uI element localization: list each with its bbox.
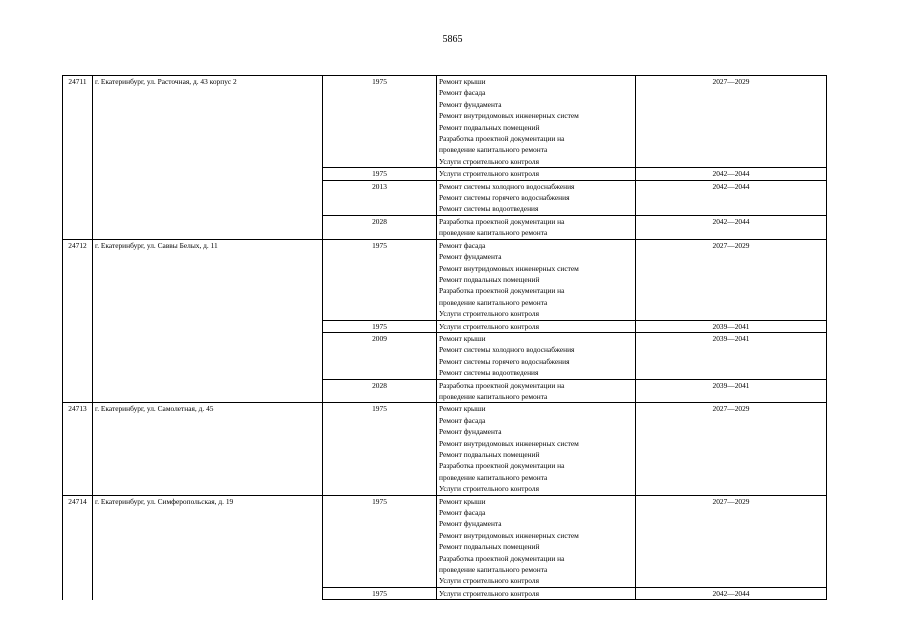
work-item: проведение капитального ремонта [439, 228, 548, 238]
period-cell: 2042—2044 [636, 215, 827, 239]
work-item: Ремонт крыши [439, 496, 486, 506]
year-cell: 2028 [323, 215, 437, 239]
work-item: Ремонт фасада [439, 508, 486, 518]
works-cell [437, 379, 636, 403]
works-cell [437, 215, 636, 239]
work-item: Ремонт фундамента [439, 99, 502, 109]
period-cell: 2039—2041 [636, 320, 827, 332]
work-item: Ремонт фундамента [439, 519, 502, 529]
work-item: Разработка проектной документации на [439, 134, 565, 144]
work-item: Ремонт внутридомовых инженерных систем [439, 263, 579, 273]
house-id: 24713 [63, 403, 93, 495]
house-id: 24714 [63, 495, 93, 600]
house-address: г. Екатеринбург, ул. Симферопольская, д. 19 [93, 495, 323, 600]
works-cell [437, 332, 636, 379]
year-cell: 1975 [323, 168, 437, 180]
period-cell: 2042—2044 [636, 168, 827, 180]
work-item: Ремонт системы холодного водоснабжения [439, 181, 575, 191]
work-item: Ремонт системы горячего водоснабжения [439, 356, 570, 366]
period-cell: 2042—2044 [636, 587, 827, 599]
work-item: Ремонт внутридомовых инженерных систем [439, 111, 579, 121]
work-item: Ремонт системы горячего водоснабжения [439, 193, 570, 203]
work-item: Услуги строительного контроля [439, 576, 539, 586]
period-cell: 2027—2029 [636, 76, 827, 168]
period-cell: 2027—2029 [636, 403, 827, 495]
period-cell: 2027—2029 [636, 239, 827, 320]
work-item: Ремонт подвальных помещений [439, 274, 540, 284]
period-cell: 2027—2029 [636, 495, 827, 587]
work-item: Ремонт крыши [439, 333, 486, 343]
work-item: Ремонт фасада [439, 88, 486, 98]
year-cell: 1975 [323, 320, 437, 332]
work-item: Ремонт системы холодного водоснабжения [439, 345, 575, 355]
year-cell: 2013 [323, 180, 437, 215]
house-id: 24712 [63, 239, 93, 403]
works-cell [437, 239, 636, 320]
work-item: Разработка проектной документации на [439, 380, 565, 390]
works-cell [437, 180, 636, 215]
work-item: Разработка проектной документации на [439, 216, 565, 226]
work-item: проведение капитального ремонта [439, 565, 548, 575]
work-item: проведение капитального ремонта [439, 391, 548, 401]
work-item: Разработка проектной документации на [439, 461, 565, 471]
work-item: Ремонт крыши [439, 77, 486, 86]
year-cell: 1975 [323, 403, 437, 495]
work-item: проведение капитального ремонта [439, 297, 548, 307]
year-cell: 1975 [323, 587, 437, 599]
work-item: Ремонт фундамента [439, 252, 502, 262]
house-address: г. Екатеринбург, ул. Саввы Белых, д. 11 [93, 239, 323, 403]
works-cell [437, 587, 636, 599]
work-item: Ремонт крыши [439, 404, 486, 414]
work-item: Ремонт внутридомовых инженерных систем [439, 530, 579, 540]
work-item: Ремонт фундамента [439, 427, 502, 437]
work-item: Ремонт системы водоотведения [439, 204, 539, 214]
capital-repair-table [62, 75, 827, 600]
works-cell [437, 495, 636, 587]
table-row [63, 76, 827, 168]
house-address: г. Екатеринбург, ул. Самолетная, д. 45 [93, 403, 323, 495]
works-cell [437, 403, 636, 495]
page-number: 5865 [442, 34, 463, 45]
work-item: проведение капитального ремонта [439, 472, 548, 482]
work-item: Разработка проектной документации на [439, 286, 565, 296]
work-item: Ремонт фасада [439, 415, 486, 425]
work-item: Услуги строительного контроля [439, 588, 539, 598]
work-item: Услуги строительного контроля [439, 321, 539, 331]
year-cell: 1975 [323, 239, 437, 320]
period-cell: 2039—2041 [636, 332, 827, 379]
work-item: Услуги строительного контроля [439, 309, 539, 319]
house-id: 24711 [63, 76, 93, 240]
table-row [63, 495, 827, 587]
table-row [63, 239, 827, 320]
year-cell: 1975 [323, 495, 437, 587]
period-cell: 2042—2044 [636, 180, 827, 215]
work-item: Ремонт подвальных помещений [439, 542, 540, 552]
work-item: Ремонт внутридомовых инженерных систем [439, 438, 579, 448]
table-row [63, 403, 827, 495]
work-item: Ремонт фасада [439, 240, 486, 250]
work-item: Услуги строительного контроля [439, 156, 539, 166]
work-item: Услуги строительного контроля [439, 169, 539, 179]
works-cell [437, 320, 636, 332]
year-cell: 1975 [323, 76, 437, 168]
work-item: Ремонт подвальных помещений [439, 122, 540, 132]
work-item: Разработка проектной документации на [439, 553, 565, 563]
year-cell: 2009 [323, 332, 437, 379]
work-item: Ремонт подвальных помещений [439, 450, 540, 459]
house-address: г. Екатеринбург, ул. Расточная, д. 43 корпус 2 [93, 76, 323, 240]
works-cell [437, 76, 636, 168]
table-body [63, 76, 827, 600]
work-item: Ремонт системы водоотведения [439, 368, 539, 378]
year-cell: 2028 [323, 379, 437, 403]
work-item: проведение капитального ремонта [439, 145, 548, 155]
work-item: Услуги строительного контроля [439, 484, 539, 494]
period-cell: 2039—2041 [636, 379, 827, 403]
works-cell [437, 168, 636, 180]
